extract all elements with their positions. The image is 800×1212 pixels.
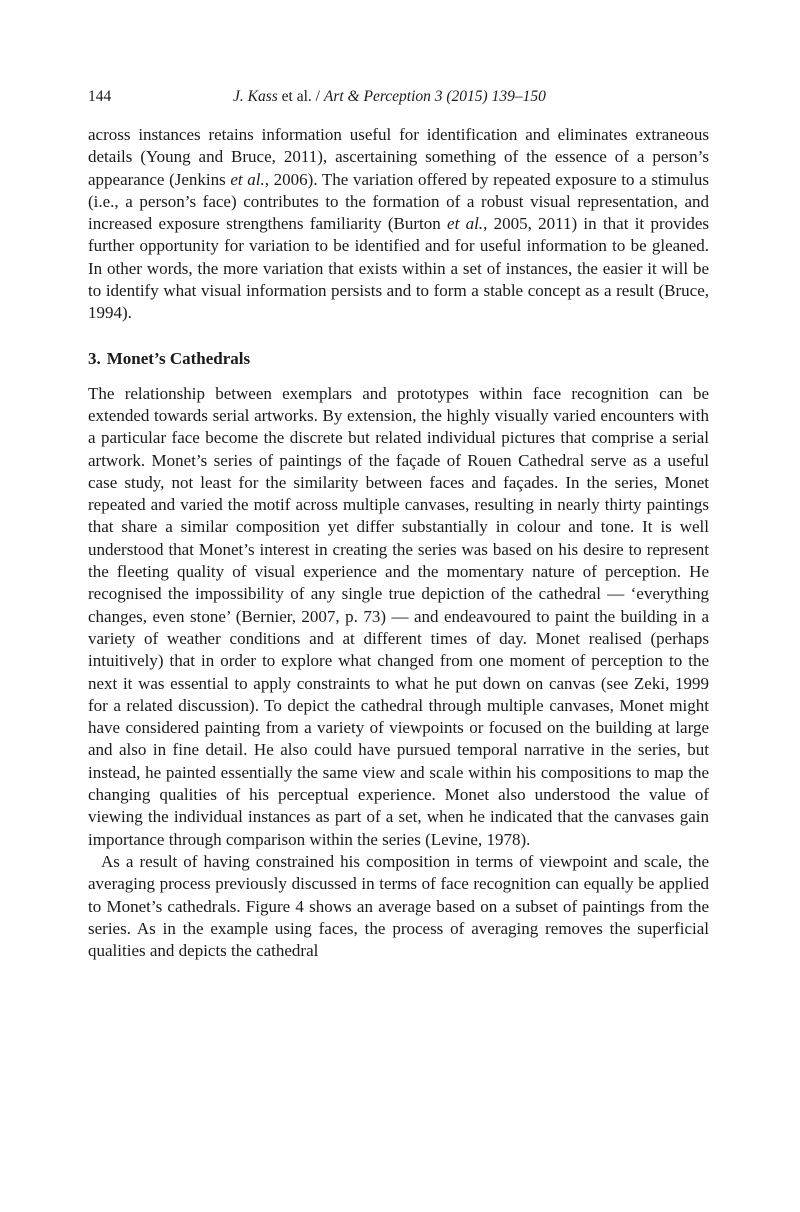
p1-text-c: , 2005, 2011) in that it provides further opportunity for variation to be identified and for useful information to be gleaned. In other words, the more variation that exists within a set of instances, the easier it will be to identify what visual information persists and to form a stable concept as a result (Bruce, 1994). — [88, 214, 709, 323]
section-heading — [88, 347, 709, 371]
journal-citation — [233, 86, 546, 108]
paragraph-3: As a result of having constrained his composition in terms of viewpoint and scale, the averaging process previously discussed in terms of face recognition can equally be applied to Monet’s cathedrals. Figure 4 shows an average based on a subset of paintings from the series. As in the example using faces, the process of averaging removes the superficial qualities and depicts the cathedral — [88, 851, 709, 961]
page-number: 144 — [88, 88, 112, 105]
p1-text-a: across instances retains information useful for identification and eliminates extraneous details (Young and Bruce, 2011), ascertaining something of the essence of a person’s appearance (Jenkins — [88, 125, 709, 189]
paragraph-2: The relationship between exemplars and prototypes within face recognition can be extended towards serial artworks. By extension, the highly visually varied encounters with a particular face become the discrete but related individual pictures that comprise a serial artwork. Monet’s series of paintings of the façade of Rouen Cathedral serve as a useful case study, not least for the similarity between faces and façades. In the series, Monet repeated and varied the motif across multiple canvases, resulting in nearly thirty paintings that share a similar composition yet differ substantially in colour and tone. It is well understood that Monet’s interest in creating the series was based on his desire to represent the fleeting quality of visual experience and the momentary nature of perception. He recognised the impossibility of any single true depiction of the cathedral — ‘everything changes, even stone’ (Bernier, 2007, p. 73) — and endeavoured to paint the building in a variety of weather conditions and at different times of day. Monet realised (perhaps intuitively) that in order to explore what changed from one moment of perception to the next it was essential to apply constraints to what he put down on canvas (see Zeki, 1999 for a related discussion). To depict the cathedral through multiple canvases, Monet might have considered painting from a variety of viewpoints or focused on the building at large and also in fine detail. He also could have pursued temporal narrative in the series, but instead, he painted essentially the same view and scale within his compositions to map the changing qualities of his perceptual experience. Monet also understood the value of viewing the individual instances as part of a set, when he indicated that the canvases gain importance through comparison within the series (Levine, 1978). — [88, 383, 709, 849]
p1-etal-1: et al. — [230, 169, 265, 189]
running-header — [88, 86, 709, 108]
header-etal: et al. — [277, 88, 312, 105]
body-text — [88, 124, 709, 962]
paragraph-1 — [88, 124, 709, 325]
header-authors: J. Kass — [233, 88, 278, 105]
page — [88, 86, 709, 962]
p1-text-b: , 2006). The variation offered by repeated exposure to a stimulus (i.e., a person’s face) contributes to the formation of a robust visual representation, and increased exposure strengthens familiarity (Burton — [88, 169, 709, 234]
section-title: Monet’s Cathedrals — [106, 348, 251, 368]
section-number: 3. — [88, 348, 101, 368]
header-separator: / — [311, 88, 324, 105]
header-journal: Art & Perception 3 (2015) 139–150 — [323, 88, 546, 105]
p1-etal-2: et al. — [447, 214, 484, 234]
